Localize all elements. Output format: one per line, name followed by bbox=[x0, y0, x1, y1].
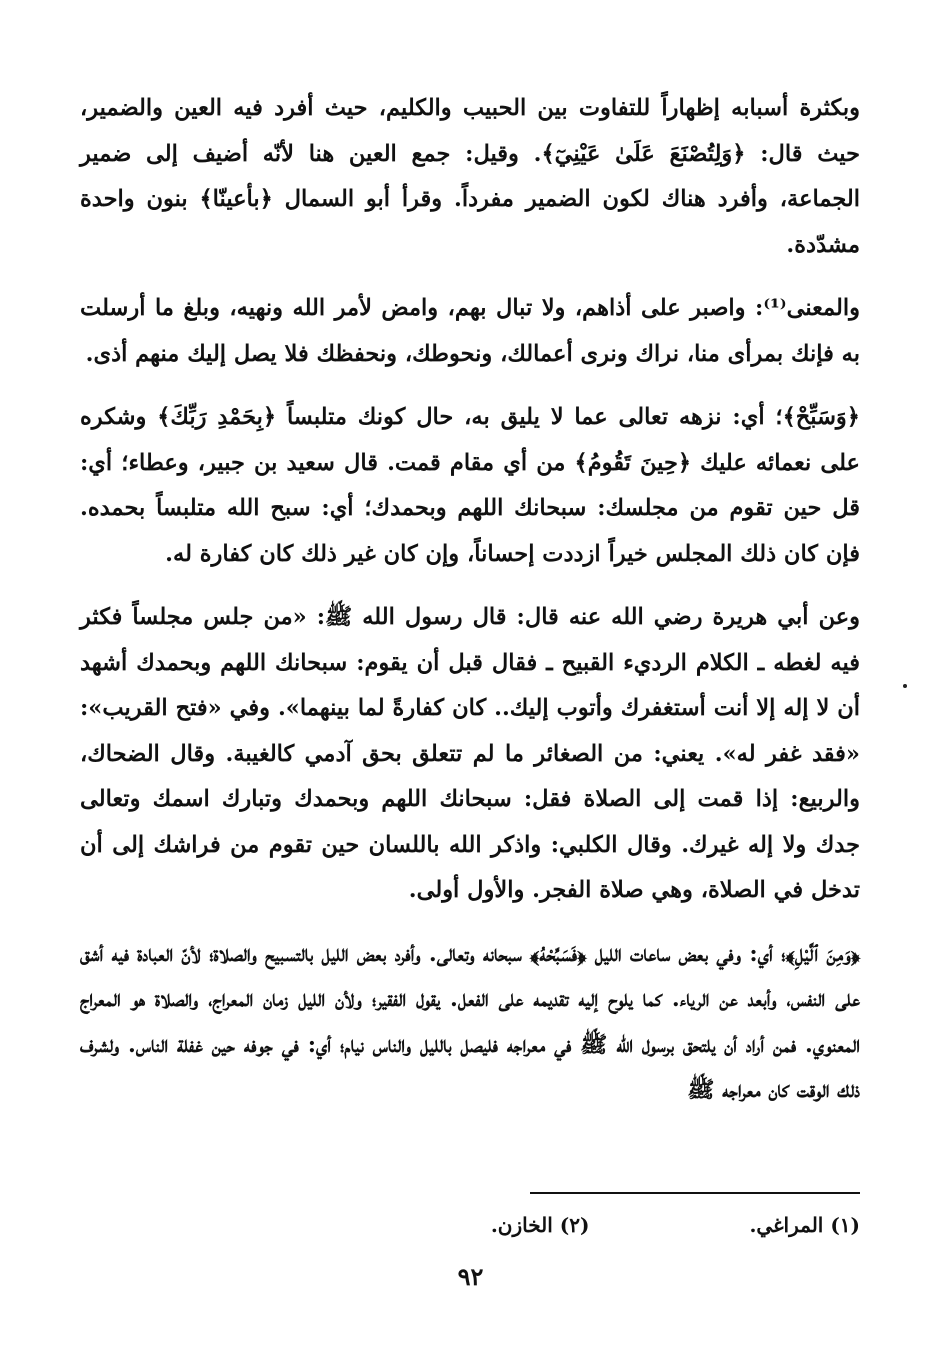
page-body bbox=[80, 86, 860, 1132]
paragraph-5: ﴿وَمِنَ ٱلَّيْلِ﴾؛ أي: وفي بعض ساعات الليل ﴿فَسَبِّحْهُ﴾ سبحانه وتعالى. وأفرد بعض الليل بالتسبيح والصلاة؛ لأنّ العبادة فيه أشق على النفس، وأبعد عن الرياء. كما يلوح إليه تقديمه على الفعل. يقول الفقير؛ ولأن الليل زمان المعراج، والصلاة هو المعراج المعنوي. فمن أراد أن يلتحق برسول الله ﷺ في معراجه فليصل بالليل والناس نيام؛ أي: في جوفه حين غفلة الناس. ولشرف ذلك الوقت كان معراجه ﷺ bbox=[80, 940, 860, 1103]
scan-speck bbox=[903, 684, 907, 688]
page-number: ٩٢ bbox=[457, 1262, 484, 1291]
paragraph-1: وبكثرة أسبابه إظهاراً للتفاوت بين الحبيب والكليم، حيث أفرد فيه العين والضمير، حيث قال: ﴿وَلِتُصْنَعَ عَلَىٰ عَيْنِيٓ﴾. وقيل: جمع العين هنا لأنّه أضيف إلى ضمير الجماعة، وأفرد هناك لكون الضمير مفرداً. وقرأ أبو السمال ﴿بأعينّا﴾ بنون واحدة مشدّدة. bbox=[80, 95, 860, 258]
footnote-1: (١) المراغي. bbox=[749, 1213, 860, 1237]
paragraph-3: ﴿وَسَبِّحْ﴾؛ أي: نزهه تعالى عما لا يليق به، حال كونك متلبساً ﴿بِحَمْدِ رَبِّكَ﴾ وشكره على نعمائه عليك ﴿حِينَ تَقُومُ﴾ من أي مقام قمت. قال سعيد بن جبير، وعطاء؛ أي: قل حين تقوم من مجلسك: سبحانك اللهم وبحمدك؛ أي: سبح الله متلبساً بحمده. فإن كان ذلك المجلس خيراً ازددت إحساناً، وإن كان غير ذلك كان كفارة له. bbox=[80, 404, 860, 567]
footnote-divider bbox=[530, 1192, 860, 1194]
footnote-2: (٢) الخازن. bbox=[490, 1213, 590, 1237]
paragraph-4: وعن أبي هريرة رضي الله عنه قال: قال رسول الله ﷺ: «من جلس مجلساً فكثر فيه لغطه ـ الكلام الرديء القبيح ـ فقال قبل أن يقوم: سبحانك اللهم وبحمدك أشهد أن لا إله إلا أنت أستغفرك وأتوب إليك.. كان كفارةً لما بينهما». وفي «فتح القريب»: «فقد غفر له». يعني: من الصغائر ما لم تتعلق بحق آدمي كالغيبة. وقال الضحاك، والربيع: إذا قمت إلى الصلاة فقل: سبحانك اللهم وبحمدك وتبارك اسمك وتعالى جدك ولا إله غيرك. وقال الكلبي: واذكر الله باللسان حين تقوم من فراشك إلى أن تدخل في الصلاة، وهي صلاة الفجر. والأول أولى. bbox=[80, 604, 860, 903]
footnotes bbox=[80, 1210, 860, 1240]
paragraph-2: والمعنى⁽¹⁾: واصبر على أذاهم، ولا تبال بهم، وامض لأمر الله ونهيه، وبلغ ما أرسلت به فإنك بمرأى منا، نراك ونرى أعمالك، ونحوطك، ونحفظك فلا يصل إليك منهم أذى. bbox=[80, 295, 860, 367]
